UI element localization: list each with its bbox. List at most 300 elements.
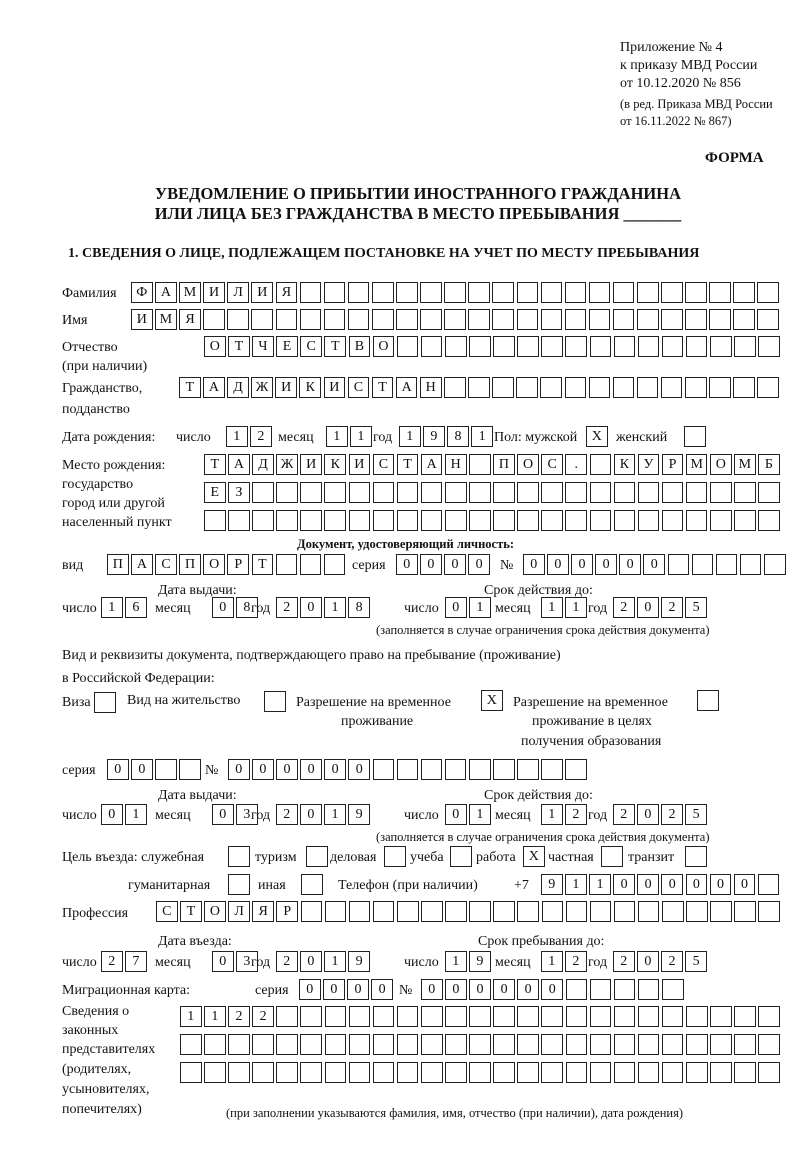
char-box[interactable] [638,336,660,357]
char-box[interactable] [734,1062,756,1083]
char-box[interactable] [276,482,298,503]
char-box[interactable]: 1 [469,804,491,825]
char-box[interactable] [614,510,636,531]
char-box[interactable] [685,309,707,330]
char-box[interactable] [757,282,779,303]
char-box[interactable]: У [638,454,660,475]
entry-year[interactable] [276,951,372,973]
char-box[interactable]: 1 [589,874,611,895]
char-box[interactable]: 0 [300,759,322,780]
char-box[interactable] [517,1006,539,1027]
char-box[interactable]: 2 [613,804,635,825]
char-box[interactable]: 0 [547,554,569,575]
char-box[interactable] [445,1034,467,1055]
char-box[interactable] [420,282,442,303]
char-box[interactable]: Я [252,901,274,922]
char-box[interactable] [565,377,587,398]
char-box[interactable]: 0 [212,951,234,972]
char-box[interactable] [179,759,201,780]
char-box[interactable]: 0 [541,979,563,1000]
char-box[interactable]: Т [180,901,202,922]
char-box[interactable] [637,282,659,303]
char-box[interactable] [590,901,612,922]
char-box[interactable]: 6 [125,597,147,618]
char-box[interactable] [301,874,323,895]
char-box[interactable] [252,510,274,531]
char-box[interactable] [758,1062,780,1083]
char-box[interactable]: 2 [101,951,123,972]
char-box[interactable]: П [179,554,201,575]
char-box[interactable]: С [300,336,322,357]
char-box[interactable] [590,510,612,531]
char-box[interactable]: Д [252,454,274,475]
char-box[interactable] [94,692,116,713]
stay-year[interactable] [613,951,709,973]
char-box[interactable]: 1 [541,597,563,618]
char-box[interactable]: Я [179,309,201,330]
doc-issue-day[interactable] [101,597,149,619]
char-box[interactable]: 0 [710,874,732,895]
char-box[interactable] [733,377,755,398]
char-box[interactable] [469,901,491,922]
char-box[interactable]: И [275,377,297,398]
char-box[interactable] [541,759,563,780]
char-box[interactable] [638,510,660,531]
char-box[interactable] [469,336,491,357]
char-box[interactable]: 2 [565,951,587,972]
char-box[interactable]: О [203,554,225,575]
doc-series-field[interactable] [396,554,492,576]
char-box[interactable] [252,1034,274,1055]
phone-field[interactable] [541,874,782,896]
char-box[interactable]: 2 [250,426,272,447]
char-box[interactable] [421,482,443,503]
char-box[interactable]: 0 [371,979,393,1000]
char-box[interactable]: 2 [613,951,635,972]
char-box[interactable]: 0 [523,554,545,575]
char-box[interactable] [517,309,539,330]
char-box[interactable] [764,554,786,575]
char-box[interactable] [276,309,298,330]
char-box[interactable] [493,482,515,503]
char-box[interactable]: 1 [326,426,348,447]
char-box[interactable] [638,901,660,922]
char-box[interactable] [516,377,538,398]
char-box[interactable] [348,309,370,330]
char-box[interactable] [349,482,371,503]
char-box[interactable]: И [349,454,371,475]
char-box[interactable]: К [614,454,636,475]
doc-issue-year[interactable] [276,597,372,619]
char-box[interactable]: 0 [613,874,635,895]
char-box[interactable]: С [156,901,178,922]
char-box[interactable] [373,759,395,780]
char-box[interactable] [637,309,659,330]
char-box[interactable] [589,377,611,398]
right-valid-day[interactable] [445,804,493,826]
char-box[interactable]: О [204,901,226,922]
char-box[interactable] [228,874,250,895]
char-box[interactable] [710,1006,732,1027]
char-box[interactable] [686,510,708,531]
char-box[interactable]: О [710,454,732,475]
char-box[interactable] [716,554,738,575]
char-box[interactable] [614,336,636,357]
char-box[interactable]: 1 [324,951,346,972]
char-box[interactable] [638,979,660,1000]
purpose-tourism-checkbox[interactable] [306,846,330,868]
char-box[interactable]: 1 [350,426,372,447]
char-box[interactable] [203,309,225,330]
char-box[interactable] [349,1034,371,1055]
char-box[interactable] [445,510,467,531]
char-box[interactable] [758,901,780,922]
char-box[interactable] [517,336,539,357]
char-box[interactable] [661,377,683,398]
char-box[interactable] [662,1006,684,1027]
char-box[interactable] [566,1062,588,1083]
char-box[interactable]: Р [662,454,684,475]
char-box[interactable]: Ф [131,282,153,303]
char-box[interactable]: 1 [180,1006,202,1027]
purpose-service-checkbox[interactable] [228,846,252,868]
char-box[interactable]: 5 [685,597,707,618]
char-box[interactable]: X [586,426,608,447]
char-box[interactable]: 1 [226,426,248,447]
char-box[interactable]: 0 [228,759,250,780]
char-box[interactable] [614,1034,636,1055]
purpose-transit-checkbox[interactable] [685,846,709,868]
char-box[interactable] [517,510,539,531]
trp-edu-checkbox[interactable] [697,690,721,712]
char-box[interactable]: 0 [619,554,641,575]
birth-place-field[interactable] [204,454,782,476]
char-box[interactable] [662,1062,684,1083]
char-box[interactable] [493,510,515,531]
char-box[interactable] [590,1034,612,1055]
citizenship-field[interactable] [179,377,781,399]
birth-day-field[interactable] [226,426,274,448]
char-box[interactable] [349,510,371,531]
char-box[interactable] [469,482,491,503]
char-box[interactable]: 2 [276,804,298,825]
char-box[interactable]: Т [397,454,419,475]
sex-female-checkbox[interactable] [684,426,708,448]
char-box[interactable]: Ч [252,336,274,357]
char-box[interactable]: О [204,336,226,357]
char-box[interactable]: 1 [324,597,346,618]
char-box[interactable]: 0 [445,597,467,618]
char-box[interactable]: Н [445,454,467,475]
char-box[interactable]: Е [204,482,226,503]
char-box[interactable] [228,846,250,867]
char-box[interactable]: 2 [613,597,635,618]
reps-field[interactable] [180,1006,782,1028]
char-box[interactable]: 9 [348,951,370,972]
char-box[interactable] [541,282,563,303]
char-box[interactable]: 0 [469,979,491,1000]
char-box[interactable] [614,901,636,922]
char-box[interactable] [709,377,731,398]
char-box[interactable] [734,510,756,531]
birth-place-field[interactable] [204,510,782,532]
char-box[interactable] [590,336,612,357]
char-box[interactable]: Т [204,454,226,475]
char-box[interactable]: А [203,377,225,398]
char-box[interactable] [613,282,635,303]
char-box[interactable] [733,282,755,303]
char-box[interactable]: 9 [541,874,563,895]
char-box[interactable]: И [324,377,346,398]
char-box[interactable] [686,1006,708,1027]
char-box[interactable]: 7 [125,951,147,972]
char-box[interactable] [397,1034,419,1055]
char-box[interactable] [444,282,466,303]
char-box[interactable] [541,309,563,330]
char-box[interactable] [638,1034,660,1055]
char-box[interactable] [493,1006,515,1027]
char-box[interactable] [686,1062,708,1083]
char-box[interactable] [384,846,406,867]
char-box[interactable]: 0 [348,759,370,780]
char-box[interactable] [662,1034,684,1055]
char-box[interactable]: Ж [251,377,273,398]
doc-kind-field[interactable] [107,554,348,576]
char-box[interactable] [710,482,732,503]
right-number-field[interactable] [228,759,589,781]
char-box[interactable] [227,309,249,330]
char-box[interactable]: 0 [445,979,467,1000]
char-box[interactable] [541,482,563,503]
char-box[interactable] [469,1062,491,1083]
char-box[interactable] [566,1034,588,1055]
char-box[interactable] [662,901,684,922]
char-box[interactable]: 9 [423,426,445,447]
char-box[interactable] [421,1006,443,1027]
char-box[interactable] [420,309,442,330]
char-box[interactable]: А [155,282,177,303]
char-box[interactable]: 2 [276,951,298,972]
char-box[interactable] [396,309,418,330]
char-box[interactable] [373,901,395,922]
char-box[interactable] [662,510,684,531]
char-box[interactable] [373,1034,395,1055]
char-box[interactable] [397,1006,419,1027]
char-box[interactable]: И [300,454,322,475]
char-box[interactable] [758,874,780,895]
stay-month[interactable] [541,951,589,973]
char-box[interactable] [469,510,491,531]
char-box[interactable] [590,454,612,475]
char-box[interactable] [444,377,466,398]
char-box[interactable]: 1 [565,874,587,895]
char-box[interactable] [734,1006,756,1027]
char-box[interactable]: К [324,454,346,475]
char-box[interactable]: М [686,454,708,475]
char-box[interactable]: Т [179,377,201,398]
char-box[interactable] [710,1034,732,1055]
char-box[interactable] [325,1034,347,1055]
char-box[interactable]: М [734,454,756,475]
char-box[interactable]: 0 [595,554,617,575]
char-box[interactable]: Т [324,336,346,357]
char-box[interactable] [541,510,563,531]
char-box[interactable] [445,336,467,357]
char-box[interactable] [204,510,226,531]
char-box[interactable] [697,690,719,711]
char-box[interactable]: М [179,282,201,303]
char-box[interactable] [565,309,587,330]
char-box[interactable] [492,377,514,398]
char-box[interactable]: Ж [276,454,298,475]
char-box[interactable] [397,759,419,780]
char-box[interactable]: 5 [685,804,707,825]
char-box[interactable]: Р [276,901,298,922]
char-box[interactable] [709,309,731,330]
char-box[interactable] [638,1006,660,1027]
char-box[interactable]: 0 [637,597,659,618]
right-series-field[interactable] [107,759,203,781]
char-box[interactable]: . [565,454,587,475]
char-box[interactable]: Т [372,377,394,398]
char-box[interactable] [264,691,286,712]
char-box[interactable] [517,482,539,503]
char-box[interactable]: 0 [517,979,539,1000]
char-box[interactable] [614,1062,636,1083]
char-box[interactable]: Е [276,336,298,357]
char-box[interactable] [733,309,755,330]
char-box[interactable] [638,482,660,503]
char-box[interactable] [325,1006,347,1027]
char-box[interactable]: Л [228,901,250,922]
char-box[interactable]: 0 [643,554,665,575]
char-box[interactable] [661,309,683,330]
char-box[interactable] [565,282,587,303]
char-box[interactable] [469,454,491,475]
birth-year-field[interactable] [399,426,495,448]
char-box[interactable] [324,309,346,330]
char-box[interactable] [468,282,490,303]
char-box[interactable] [300,309,322,330]
char-box[interactable] [450,846,472,867]
char-box[interactable] [758,1006,780,1027]
char-box[interactable] [493,901,515,922]
char-box[interactable]: 1 [471,426,493,447]
char-box[interactable]: П [107,554,129,575]
char-box[interactable] [421,901,443,922]
char-box[interactable]: А [228,454,250,475]
char-box[interactable] [589,309,611,330]
char-box[interactable] [710,1062,732,1083]
char-box[interactable]: 0 [445,804,467,825]
char-box[interactable]: 1 [399,426,421,447]
char-box[interactable]: 0 [637,804,659,825]
char-box[interactable] [566,979,588,1000]
char-box[interactable] [757,309,779,330]
char-box[interactable]: 1 [541,951,563,972]
char-box[interactable]: 0 [212,597,234,618]
char-box[interactable] [590,482,612,503]
char-box[interactable]: И [131,309,153,330]
char-box[interactable]: 2 [661,597,683,618]
char-box[interactable] [686,1034,708,1055]
char-box[interactable]: Л [227,282,249,303]
char-box[interactable] [445,1062,467,1083]
char-box[interactable] [614,979,636,1000]
char-box[interactable] [517,282,539,303]
char-box[interactable] [180,1062,202,1083]
char-box[interactable] [469,1006,491,1027]
mc-number-field[interactable] [421,979,686,1001]
char-box[interactable] [421,1034,443,1055]
char-box[interactable] [373,510,395,531]
char-box[interactable] [372,309,394,330]
char-box[interactable] [662,336,684,357]
char-box[interactable] [566,1006,588,1027]
char-box[interactable] [397,482,419,503]
char-box[interactable] [469,759,491,780]
char-box[interactable]: 0 [444,554,466,575]
char-box[interactable] [468,377,490,398]
char-box[interactable] [517,1034,539,1055]
right-valid-year[interactable] [613,804,709,826]
char-box[interactable] [734,1034,756,1055]
char-box[interactable]: 2 [276,597,298,618]
char-box[interactable]: 9 [348,804,370,825]
char-box[interactable] [276,510,298,531]
char-box[interactable] [445,482,467,503]
char-box[interactable] [662,979,684,1000]
char-box[interactable] [348,282,370,303]
char-box[interactable]: 8 [447,426,469,447]
char-box[interactable]: 1 [565,597,587,618]
doc-number-field[interactable] [523,554,788,576]
char-box[interactable]: 1 [445,951,467,972]
residence-checkbox[interactable] [264,691,288,713]
char-box[interactable] [710,510,732,531]
char-box[interactable]: 0 [324,759,346,780]
char-box[interactable] [300,1034,322,1055]
right-issue-day[interactable] [101,804,149,826]
char-box[interactable]: 1 [541,804,563,825]
char-box[interactable] [228,1062,250,1083]
patronymic-field[interactable] [204,336,782,358]
char-box[interactable] [685,282,707,303]
char-box[interactable] [373,482,395,503]
trp-checkbox[interactable] [481,690,505,712]
char-box[interactable]: С [373,454,395,475]
reps-field[interactable] [180,1034,782,1056]
char-box[interactable]: 0 [347,979,369,1000]
char-box[interactable] [300,510,322,531]
char-box[interactable]: 0 [300,951,322,972]
char-box[interactable]: 0 [734,874,756,895]
char-box[interactable] [300,554,322,575]
char-box[interactable] [445,901,467,922]
char-box[interactable] [517,1062,539,1083]
char-box[interactable] [397,1062,419,1083]
char-box[interactable] [685,846,707,867]
char-box[interactable] [601,846,623,867]
char-box[interactable] [692,554,714,575]
char-box[interactable]: П [493,454,515,475]
char-box[interactable] [590,1006,612,1027]
char-box[interactable] [324,510,346,531]
char-box[interactable] [493,1062,515,1083]
char-box[interactable] [397,336,419,357]
char-box[interactable]: Т [228,336,250,357]
char-box[interactable]: 5 [685,951,707,972]
